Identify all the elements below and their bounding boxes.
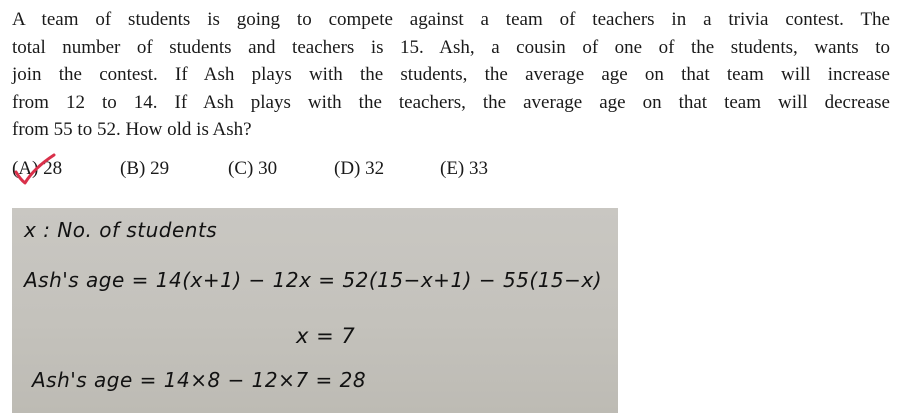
problem-line-2: total number of students and teachers is 15. Ash, a cousin of one of the students, wants to bbox=[12, 36, 890, 58]
handwritten-solution bbox=[12, 208, 618, 413]
choice-d[interactable] bbox=[334, 158, 384, 180]
choice-b[interactable] bbox=[120, 158, 169, 180]
choice-d-value: 32 bbox=[365, 158, 385, 179]
solution-variable-definition: x : No. of students bbox=[24, 218, 218, 242]
choice-c[interactable] bbox=[228, 158, 277, 180]
choice-b-value: 29 bbox=[150, 158, 170, 179]
choice-a-letter: (A) bbox=[12, 158, 39, 179]
choice-a-value: 28 bbox=[43, 158, 63, 179]
choice-a[interactable] bbox=[12, 158, 62, 180]
solution-x-value: x = 7 bbox=[296, 324, 356, 348]
choice-e-letter: (E) bbox=[440, 158, 465, 179]
choice-c-value: 30 bbox=[258, 158, 278, 179]
solution-equation: Ash's age = 14(x+1) − 12x = 52(15−x+1) − 55(15−x) bbox=[24, 268, 603, 292]
choice-e[interactable] bbox=[440, 158, 488, 180]
choice-e-value: 33 bbox=[469, 158, 489, 179]
choice-d-letter: (D) bbox=[334, 158, 361, 179]
problem-text bbox=[12, 6, 890, 144]
choice-b-letter: (B) bbox=[120, 158, 146, 179]
problem-line-1: A team of students is going to compete against a team of teachers in a trivia contest. The bbox=[12, 9, 890, 30]
problem-line-5: from 55 to 52. How old is Ash? bbox=[12, 119, 252, 140]
solution-answer: Ash's age = 14×8 − 12×7 = 28 bbox=[32, 368, 367, 392]
choice-c-letter: (C) bbox=[228, 158, 254, 179]
problem-line-4: from 12 to 14. If Ash plays with the teachers, the average age on that team will decrease bbox=[12, 91, 890, 113]
problem-line-3: join the contest. If Ash plays with the students, the average age on that team will increase bbox=[12, 64, 890, 85]
